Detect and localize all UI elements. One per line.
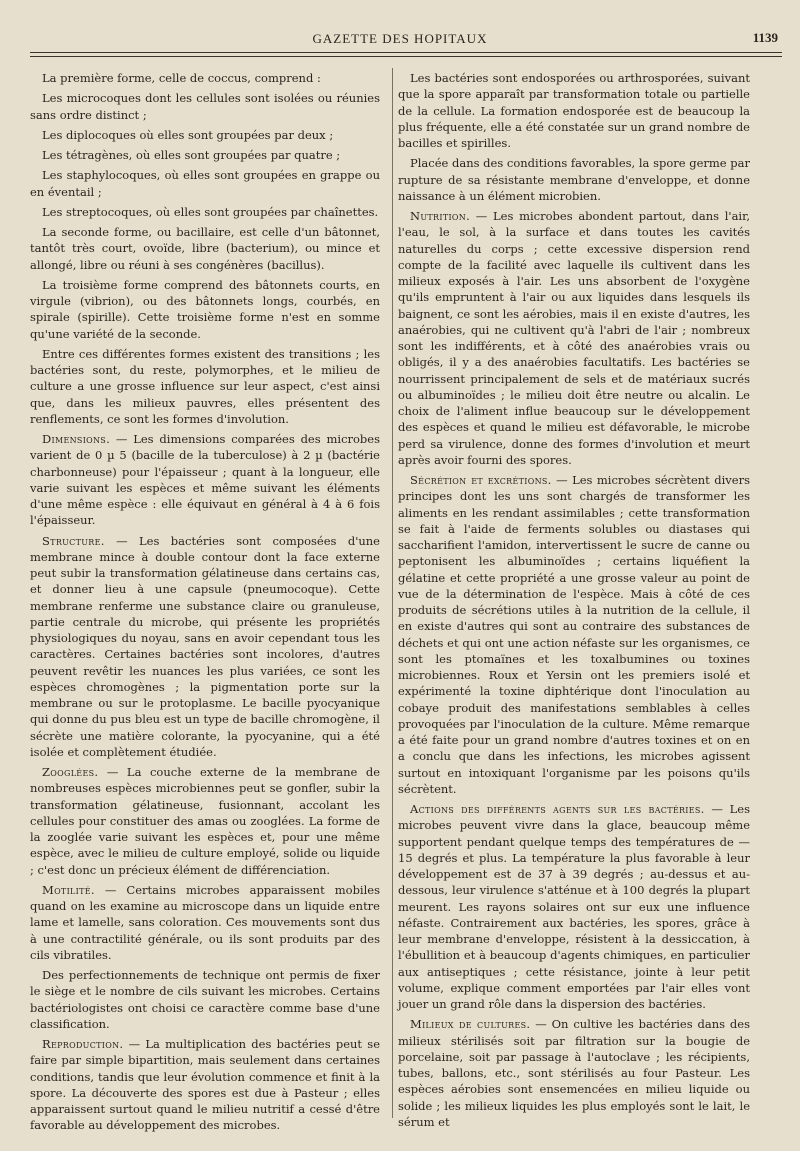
paragraph: La seconde forme, ou bacillaire, est celle d'un bâtonnet, tantôt très court, ovoïde, libre (bacterium), ou mince et allongé, libre ou réuni à ses congénères (bacillus). <box>30 225 380 272</box>
paragraph: Les staphylocoques, où elles sont groupées en grappe ou en éventail ; <box>30 168 380 199</box>
running-header-title: GAZETTE DES HOPITAUX <box>312 31 488 46</box>
section-heading: Milieux de cultures. <box>410 1017 531 1032</box>
section-text: — La multiplication des bactéries peut se faire par simple bipartition, mais seulement dans certaines conditions, tandis que leur évolution commence et finit à la spore. La découverte des spores est due à Pasteur ; elles apparaissent surtout quand le milieu nutritif a cessé d'être favorable au développement des microbes. <box>30 1037 380 1133</box>
section-text: — La couche externe de la membrane de nombreuses espèces microbiennes peut se gonfler, subir la transformation gélatineuse, fusionnant, accolant les cellules pour constituer des amas ou zooglées. La forme de la zooglée varie suivant les espèces et, pour une même espèce, avec le milieu de culture employé, solide ou liquide ; c'est donc un précieux élément de différenciation. <box>30 765 380 877</box>
section-heading: Nutrition. <box>410 209 471 223</box>
paragraph: Les diplocoques où elles sont groupées par deux ; <box>42 127 334 142</box>
paragraph: Les bactéries sont endosporées ou arthrosporées, suivant que la spore apparaît par transformation totale ou partielle de la cellule. La formation endosporée est de beaucoup la plus fréquente, elle a été constatée sur un grand nombre de bacilles et spirilles. <box>398 71 750 150</box>
section-motilite <box>30 882 380 963</box>
section-text: — Les bactéries sont composées d'une membrane mince à double contour dont la face externe peut subir la transformation gélatineuse dans certains cas, et donner lieu à une capsule (pneumocoque). Cette membrane renferme une substance claire ou granuleuse, partie centrale du microbe, qui présente les propriétés physiologiques du noyau, sans en avoir cependant tous les caractères. Certaines bactéries sont incolores, d'autres peuvent revêtir les nuances les plus variées, ce sont les espèces chromogènes ; la pigmentation porte sur la membrane ou sur le protoplasme. Le bacille pyocyanique qui donne du pus bleu est un type de bacille chromogène, il sécrète une matière colorante, la pyocyanine, qui a été isolée et complètement étudiée. <box>30 533 380 759</box>
paragraph: Les tétragènes, où elles sont groupées par quatre ; <box>42 148 341 162</box>
section-text: — Les microbes abondent partout, dans l'air, l'eau, le sol, à la surface et dans toutes les cavités naturelles du corps ; cette excessive dispersion rend compte de la facilité avec laquelle ils cultivent dans les milieux exposés à l'air. Les uns absorbent de l'oxygène qu'ils empruntent à l'air ou aux liquides dans lesquels ils baignent, ce sont les aérobies, mais il en existe d'autres, les anaérobies, qui ne cultivent qu'à l'abri de l'air ; nombreux sont les indifférents, et à côté des anaérobies vrais ou obligés, il y a des anaérobies facultatifs. Les bactéries se nourrissent principalement de sels et de matériaux sucrés ou albuminoïdes ; le milieu doit être neutre ou alcalin. Le choix de l'aliment influe beaucoup sur le développement des espèces et quand le milieu est défavorable, le microbe perd sa virulence, donne des formes d'involution et meurt après avoir fourni des spores. <box>398 209 750 467</box>
section-text: — Les dimensions comparées des microbes varient de 0 µ 5 (bacille de la tuberculose) à 2 µ (bactérie charbonneuse) pour l'épaisseur ; quant à la longueur, elle varie suivant les espèces et même suivant les éléments d'une même espèce : elle équivaut en général à 4 à 6 fois l'épaisseur. <box>30 432 380 528</box>
paragraph: La première forme, celle de coccus, comprend : <box>42 71 321 85</box>
section-text: — Les microbes peuvent vivre dans la glace, beaucoup même supportent pendant quelque temps des températures de — 15 degrés et plus. La température la plus favorable à leur développement est de 37 à 39 degrés ; au-dessus et au-dessous, leur virulence s'atténue et à 100 degrés la plupart meurent. Les rayons solaires ont sur eux une influence néfaste. Contrairement aux bactéries, les spores, grâce à leur membrane d'enveloppe, résistent à la dessiccation, à l'ébullition et à beaucoup d'agents chimiques, en particulier aux antiseptiques ; cette résistance, jointe à leur petit volume, explique comment emportées par l'air elles vont jouer un grand rôle dans la dispersion des bactéries. <box>398 802 750 1011</box>
section-heading: Zooglées. <box>42 765 99 779</box>
section-heading: Actions des différents agents sur les bactéries. <box>410 802 705 816</box>
paragraph: Placée dans des conditions favorables, la spore germe par rupture de sa résistante membrane d'enveloppe, et donne naissance à un élément microbien. <box>398 156 750 203</box>
paragraph: La troisième forme comprend des bâtonnets courts, en virgule (vibrion), ou des bâtonnets longs, courbés, en spirale (spirille). Cette troisième forme n'est en somme qu'une variété de la seconde. <box>30 277 380 341</box>
paragraph: Entre ces différentes formes existent des transitions ; les bactéries sont, du reste, polymorphes, et le milieu de culture a une grosse influence sur leur aspect, c'est ainsi que, dans les milieux pauvres, elles présentent des renflements, ce sont les formes d'involution. <box>30 346 380 426</box>
section-reproduction <box>30 1036 380 1134</box>
paragraph: Les streptocoques, où elles sont groupées par chaînettes. <box>42 204 379 219</box>
section-dimensions <box>30 431 380 529</box>
section-heading: Motilité. <box>42 882 95 897</box>
section-actions <box>398 801 750 1012</box>
section-heading: Sécrétion et excrétions. <box>410 473 552 487</box>
page-number: 1139 <box>752 30 778 45</box>
column-separator <box>392 68 393 1118</box>
section-heading: Reproduction. <box>42 1037 124 1051</box>
section-heading: Structure. <box>42 533 105 548</box>
left-column <box>30 70 380 1138</box>
section-heading: Dimensions. <box>42 432 111 446</box>
section-secretion <box>398 472 750 797</box>
paragraph: Les microcoques dont les cellules sont isolées ou réunies sans ordre distinct ; <box>30 91 380 122</box>
header-rule-bottom <box>30 56 782 57</box>
section-text: — On cultive les bactéries dans des milieux stérilisés soit par filtration sur la bougie de porcelaine, soit par passage à l'autoclave ; les récipients, tubes, ballons, etc., sont stérilisés au four Pasteur. Les espèces aérobies sont ensemencées en milieu liquide ou solide ; les milieux liquides les plus employés sont le lait, le sérum et <box>398 1017 750 1129</box>
paragraph: Des perfectionnements de technique ont permis de fixer le siège et le nombre de cils suivant les microbes. Certains bactériologistes ont choisi ce caractère comme base d'une classification. <box>30 968 380 1031</box>
section-zooglees <box>30 764 380 878</box>
section-text: — Les microbes sécrètent divers principes dont les uns sont chargés de transformer les aliments en les rendant assimilables ; cette transformation se fait à l'aide de ferments solubles ou diastases qui saccharifient l'amidon, intervertissent le sucre de canne ou peptonisent les albuminoïdes ; certains liquéfient la gélatine et cette propriété a une grosse valeur au point de vue de la détermination de l'espèce. Mais à côté de ces produits de sécrétions utiles à la nutrition de la cellule, il en existe d'autres qui sont au contraire des substances de déchets et qui ont une action néfaste sur les organismes, ce sont les ptomaïnes et les toxalbumines ou toxines microbiennes. Roux et Yersin ont les premiers isolé et expérimenté la toxine diphtérique dont l'inoculation au cobaye produit des manifestations semblables à celles provoquées par l'inoculation de la culture. Même remarque a été faite pour un grand nombre d'autres toxines et on en a conclu que dans les infections, les microbes agissent surtout en intoxiquant l'organisme par les poisons qu'ils sécrètent. <box>398 473 750 796</box>
section-nutrition <box>398 208 750 468</box>
section-structure <box>30 533 380 761</box>
section-text: — Certains microbes apparaissent mobiles quand on les examine au microscope dans un liquide entre lame et lamelle, sans coloration. Ces mouvements sont dus à une contractilité générale, ou ils sont produits par des cils vibratiles. <box>30 882 380 962</box>
section-milieux <box>398 1016 750 1130</box>
header-rule-top <box>30 52 782 53</box>
right-column <box>398 70 750 1134</box>
